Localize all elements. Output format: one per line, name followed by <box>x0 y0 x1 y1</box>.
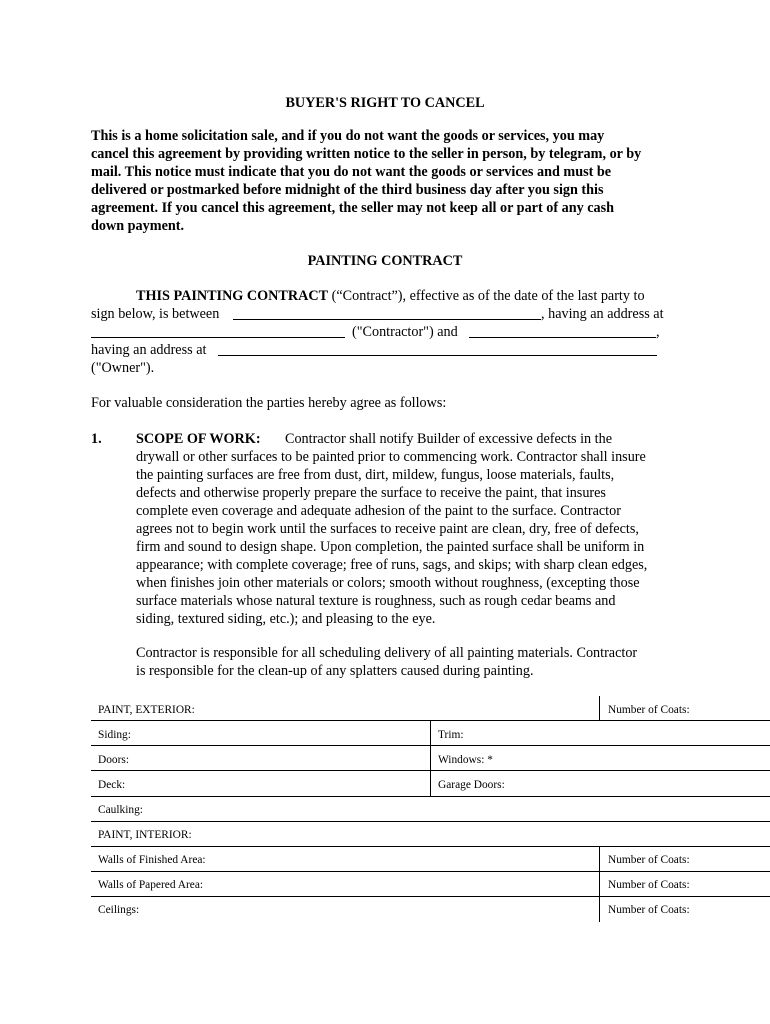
section-text: firm and sound to design shape. Upon completion, the painted surface shall be uniform in <box>136 539 645 555</box>
section-text: appearance; with complete coverage; free of runs, sags, and skips; with sharp clean edges, <box>136 557 648 573</box>
garage-doors-label: Garage Doors: <box>438 779 505 791</box>
notice-line: This is a home solicitation sale, and if you do not want the goods or services, you may <box>91 128 605 144</box>
table-rule <box>91 871 770 872</box>
consideration-text: For valuable consideration the parties hereby agree as follows: <box>91 395 447 411</box>
trim-label: Trim: <box>438 729 464 741</box>
walls-finished-coats-label: Number of Coats: <box>608 854 690 866</box>
owner-address-field[interactable] <box>218 355 657 356</box>
walls-finished-label: Walls of Finished Area: <box>98 854 206 866</box>
contract-intro-rest: (“Contract”), effective as of the date of the last party to <box>328 288 645 304</box>
notice-title: BUYER'S RIGHT TO CANCEL <box>285 95 485 111</box>
contractor-address-field[interactable] <box>91 337 345 338</box>
section-text: the painting surfaces are free from dust, dirt, mildew, fungus, loose materials, faults, <box>136 467 615 483</box>
address-label: , having an address at <box>541 306 664 322</box>
section-text: Contractor shall notify Builder of excessive defects in the <box>285 431 613 447</box>
deck-label: Deck: <box>98 779 126 791</box>
owner-address-label: having an address at <box>91 342 207 358</box>
paint-interior-label: PAINT, INTERIOR: <box>98 829 192 841</box>
windows-label: Windows: * <box>438 754 493 766</box>
notice-line: down payment. <box>91 218 185 234</box>
notice-line: mail. This notice must indicate that you do not want the goods or services and must be <box>91 164 612 180</box>
comma: , <box>656 324 660 340</box>
paint-exterior-label: PAINT, EXTERIOR: <box>98 704 195 716</box>
notice-line: agreement. If you cancel this agreement, the seller may not keep all or part of any cash <box>91 200 615 216</box>
walls-papered-label: Walls of Papered Area: <box>98 879 204 891</box>
owner-label: ("Owner"). <box>91 360 155 376</box>
section-text: siding, textured siding, etc.); and pleasing to the eye. <box>136 611 436 627</box>
section-text: defects and otherwise properly prepare the surface to receive the paint, that insures <box>136 485 606 501</box>
contract-intro-bold: THIS PAINTING CONTRACT <box>136 288 329 304</box>
table-divider <box>430 720 431 796</box>
contractor-and-label: ("Contractor") and <box>352 324 458 340</box>
siding-label: Siding: <box>98 729 131 741</box>
section-text: when finishes join other materials or colors; smooth without roughness, (excepting those <box>136 575 640 591</box>
between-label: sign below, is between <box>91 306 220 322</box>
table-divider <box>599 696 600 720</box>
walls-papered-coats-label: Number of Coats: <box>608 879 690 891</box>
ceilings-label: Ceilings: <box>98 904 140 916</box>
section-text: complete even coverage and adequate adhesion of the paint to the surface. Contractor <box>136 503 621 519</box>
section-text: is responsible for the clean-up of any splatters caused during painting. <box>136 663 534 679</box>
exterior-coats-label: Number of Coats: <box>608 704 690 716</box>
notice-line: cancel this agreement by providing written notice to the seller in person, by telegram, or by <box>91 146 642 162</box>
owner-name-field[interactable] <box>469 337 656 338</box>
table-divider <box>599 846 600 922</box>
contract-title: PAINTING CONTRACT <box>307 253 463 269</box>
table-rule <box>91 796 770 797</box>
section-text: Contractor is responsible for all scheduling delivery of all painting materials. Contractor <box>136 645 638 661</box>
ceilings-coats-label: Number of Coats: <box>608 904 690 916</box>
section-text: drywall or other surfaces to be painted prior to commencing work. Contractor shall insure <box>136 449 646 465</box>
caulking-label: Caulking: <box>98 804 143 816</box>
table-rule <box>91 846 770 847</box>
section-text: surface materials whose natural texture is roughness, such as rough cedar beams and <box>136 593 616 609</box>
section-number: 1. <box>91 431 102 447</box>
table-rule <box>91 896 770 897</box>
section-text: agrees not to begin work until the surfaces to receive paint are clean, dry, free of defects, <box>136 521 639 537</box>
table-rule <box>91 745 770 746</box>
contractor-name-field[interactable] <box>233 319 541 320</box>
section-heading: SCOPE OF WORK: <box>136 431 261 447</box>
table-rule <box>91 821 770 822</box>
doors-label: Doors: <box>98 754 130 766</box>
contract-intro <box>136 287 645 305</box>
table-rule <box>91 770 770 771</box>
notice-line: delivered or postmarked before midnight of the third business day after you sign this <box>91 182 604 198</box>
